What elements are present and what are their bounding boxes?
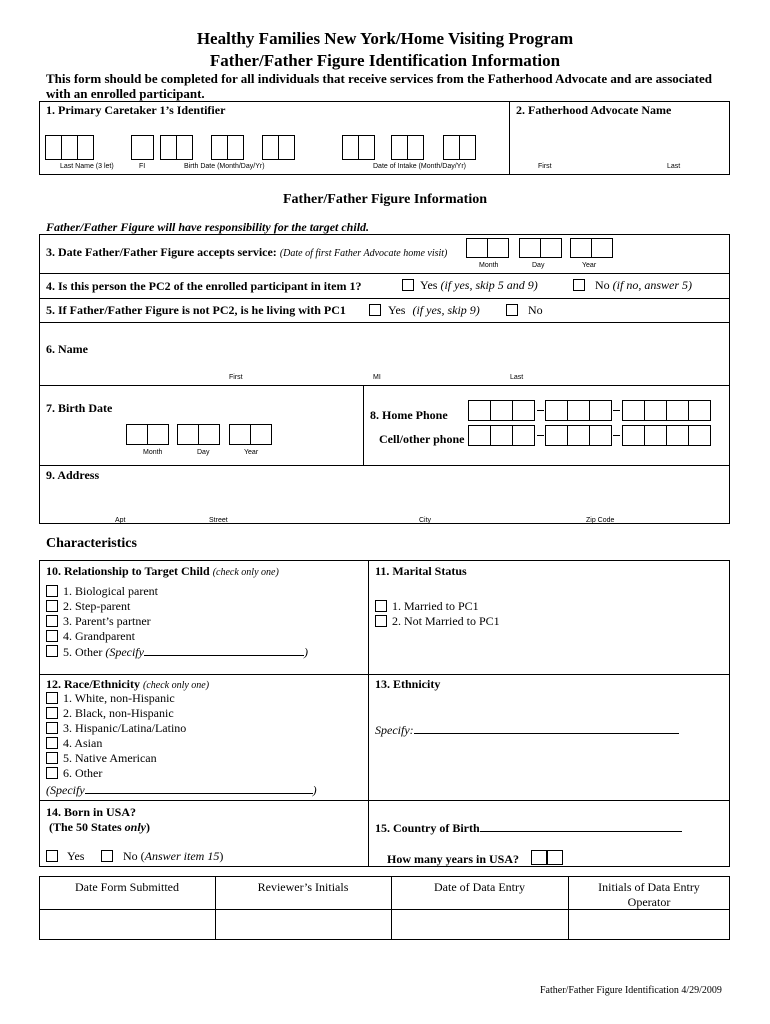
cell-phone-area-box[interactable] — [468, 425, 491, 446]
q4-yes-note: (if yes, skip 5 and 9) — [440, 278, 538, 292]
years-digit-box[interactable] — [547, 850, 563, 865]
q5-no-checkbox[interactable] — [506, 304, 518, 316]
date-entry-cell[interactable] — [392, 910, 568, 939]
relationship-option-label: 4. Grandparent — [63, 629, 135, 643]
birth-date-caption: Birth Date (Month/Day/Yr) — [184, 163, 265, 170]
q5-yes-label: Yes — [388, 303, 406, 317]
review-col-reviewer-initials: Reviewer’s Initials — [257, 880, 349, 894]
home-phone-prefix-box[interactable] — [567, 400, 590, 421]
row-line — [39, 385, 730, 386]
last-name-letter-box[interactable] — [61, 135, 78, 160]
zip-caption: Zip Code — [586, 517, 615, 524]
q14-no-checkbox[interactable] — [101, 850, 113, 862]
q14-no-label: No — [123, 849, 138, 863]
q12-specify — [46, 782, 317, 798]
footer-text: Father/Father Figure Identification 4/29/2009 — [540, 985, 722, 996]
relationship-option-checkbox[interactable] — [46, 615, 58, 627]
birth-year-caption: Year — [244, 449, 259, 456]
q5-yes-option — [388, 303, 480, 318]
street-caption: Street — [209, 517, 228, 524]
item1-label: 1. Primary Caretaker 1’s Identifier — [46, 103, 226, 117]
operator-initials-cell[interactable] — [569, 910, 729, 939]
q9-label: 9. Address — [46, 468, 100, 482]
q14-sub — [49, 820, 150, 835]
dash-separator — [537, 410, 544, 411]
q13-label: 13. Ethnicity — [375, 677, 441, 691]
father-birth-day-box[interactable] — [198, 424, 220, 445]
q14-no-note-open: ( — [140, 849, 145, 863]
relationship-option-label: 2. Step-parent — [63, 599, 131, 613]
intake-day-box[interactable] — [407, 135, 424, 160]
q14-no-note: Answer item 15 — [144, 849, 220, 863]
q4-yes-checkbox[interactable] — [402, 279, 414, 291]
accept-day-box[interactable] — [519, 238, 541, 258]
father-birth-day-box[interactable] — [177, 424, 199, 445]
race-option-checkbox[interactable] — [46, 692, 58, 704]
q5-label: 5. If Father/Father Figure is not PC2, is he living with PC1 — [46, 303, 346, 317]
accept-day-box[interactable] — [540, 238, 562, 258]
row-line — [39, 674, 730, 675]
q13-specify-line[interactable] — [414, 722, 679, 734]
name-first-caption: First — [229, 374, 243, 381]
birth-month-box[interactable] — [160, 135, 177, 160]
q3-day-caption: Day — [532, 262, 545, 269]
last-name-letter-box[interactable] — [45, 135, 62, 160]
date-submitted-cell[interactable] — [40, 910, 215, 939]
cell-phone-line-box[interactable] — [644, 425, 667, 446]
accept-year-box[interactable] — [591, 238, 613, 258]
q3-label-text: 3. Date Father/Father Figure accepts service: — [46, 245, 277, 259]
relationship-other-specify: (Specify — [105, 645, 144, 659]
last-name-letter-box[interactable] — [77, 135, 94, 160]
q12-specify-text: (Specify — [46, 783, 85, 797]
home-phone-line-box[interactable] — [666, 400, 689, 421]
country-of-birth-line[interactable] — [480, 820, 682, 832]
info-heading: Father/Father Figure Information — [282, 192, 487, 207]
q13-specify — [375, 722, 679, 738]
advocate-last-caption: Last — [667, 163, 681, 170]
name-mi-caption: MI — [373, 374, 381, 381]
q12-label — [46, 677, 209, 692]
home-phone-area-box[interactable] — [468, 400, 491, 421]
q10-note: (check only one) — [212, 567, 279, 578]
cell-phone-area-box[interactable] — [490, 425, 513, 446]
intake-day-box[interactable] — [391, 135, 408, 160]
race-option-label: 4. Asian — [63, 736, 103, 750]
q4-yes-option — [420, 278, 538, 293]
q3-label — [46, 245, 447, 260]
marital-option-label: 1. Married to PC1 — [392, 599, 479, 613]
q5-no-label: No — [528, 303, 543, 317]
home-phone-line-box[interactable] — [688, 400, 711, 421]
race-option-checkbox[interactable] — [46, 767, 58, 779]
cell-phone-line-box[interactable] — [622, 425, 645, 446]
dash-separator — [613, 435, 620, 436]
accept-year-box[interactable] — [570, 238, 592, 258]
race-option-checkbox[interactable] — [46, 752, 58, 764]
q14-yes-label: Yes — [67, 849, 85, 863]
name-last-caption: Last — [510, 374, 524, 381]
relationship-other-label — [63, 644, 308, 660]
q6-label: 6. Name — [46, 342, 88, 356]
race-option-label: 5. Native American — [63, 751, 157, 765]
apt-caption: Apt — [115, 517, 126, 524]
q12-note: (check only one) — [143, 680, 210, 691]
q14-no-note-close: ) — [219, 849, 224, 863]
q4-no-label: No — [595, 278, 610, 292]
race-option-label: 1. White, non-Hispanic — [63, 691, 175, 705]
race-option-label: 6. Other — [63, 766, 103, 780]
relationship-option-checkbox[interactable] — [46, 600, 58, 612]
cell-phone-line-box[interactable] — [688, 425, 711, 446]
father-birth-year-box[interactable] — [250, 424, 272, 445]
q4-no-option — [595, 278, 692, 293]
cell-phone-prefix-box[interactable] — [545, 425, 568, 446]
reviewer-initials-cell[interactable] — [216, 910, 391, 939]
divider — [509, 101, 510, 175]
intake-year-box[interactable] — [459, 135, 476, 160]
q8-home-phone-label: 8. Home Phone — [370, 408, 448, 422]
review-col-operator-initials: Initials of Data Entry Operator — [598, 880, 700, 909]
review-col-date-entry: Date of Data Entry — [434, 880, 525, 894]
birth-day-box[interactable] — [211, 135, 228, 160]
form-subtitle: Father/Father Figure Identification Information — [209, 51, 561, 70]
q14-sub-close: ) — [146, 820, 151, 834]
cell-phone-area-box[interactable] — [512, 425, 535, 446]
review-col-date-submitted: Date Form Submitted — [75, 880, 179, 894]
row-line — [39, 298, 730, 299]
race-option-checkbox[interactable] — [46, 722, 58, 734]
q15-label-text: 15. Country of Birth — [375, 821, 480, 835]
father-birth-month-box[interactable] — [126, 424, 148, 445]
relationship-other-prefix: 5. Other — [63, 645, 106, 659]
q14-sub-text: (The 50 States — [49, 820, 122, 834]
q5-yes-note: (if yes, skip 9) — [412, 303, 480, 317]
advocate-first-caption: First — [538, 163, 552, 170]
q5-yes-checkbox[interactable] — [369, 304, 381, 316]
q7-label: 7. Birth Date — [46, 401, 113, 415]
form-title: Healthy Families New York/Home Visiting Program — [196, 29, 574, 48]
q12-label-text: 12. Race/Ethnicity — [46, 677, 140, 691]
q8-cell-phone-label: Cell/other phone — [379, 432, 465, 446]
intake-month-box[interactable] — [342, 135, 359, 160]
relationship-option-checkbox[interactable] — [46, 585, 58, 597]
q11-label: 11. Marital Status — [375, 564, 467, 578]
birth-day-box[interactable] — [227, 135, 244, 160]
years-digit-box[interactable] — [531, 850, 547, 865]
cell-phone-line-box[interactable] — [666, 425, 689, 446]
home-phone-line-box[interactable] — [622, 400, 645, 421]
characteristics-heading: Characteristics — [46, 536, 137, 551]
relationship-other-checkbox[interactable] — [46, 645, 58, 657]
birth-month-box[interactable] — [176, 135, 193, 160]
relationship-option-label: 1. Biological parent — [63, 584, 158, 598]
home-phone-area-box[interactable] — [490, 400, 513, 421]
q14-yes-checkbox[interactable] — [46, 850, 58, 862]
info-note: Father/Father Figure will have responsibility for the target child. — [46, 220, 370, 234]
q15-label — [375, 820, 682, 836]
item2-label: 2. Fatherhood Advocate Name — [516, 103, 672, 117]
row-line — [39, 465, 730, 466]
father-birth-month-box[interactable] — [147, 424, 169, 445]
accept-month-box[interactable] — [487, 238, 509, 258]
home-phone-line-box[interactable] — [644, 400, 667, 421]
race-option-label: 3. Hispanic/Latina/Latino — [63, 721, 187, 735]
home-phone-prefix-box[interactable] — [545, 400, 568, 421]
first-initial-box[interactable] — [131, 135, 154, 160]
divider — [363, 385, 364, 465]
q4-no-checkbox[interactable] — [573, 279, 585, 291]
dash-separator — [613, 410, 620, 411]
race-option-checkbox[interactable] — [46, 737, 58, 749]
divider — [368, 560, 369, 867]
race-option-label: 2. Black, non-Hispanic — [63, 706, 174, 720]
row-line — [39, 322, 730, 323]
q3-month-caption: Month — [479, 262, 499, 269]
home-phone-area-box[interactable] — [512, 400, 535, 421]
relationship-option-label: 3. Parent’s partner — [63, 614, 151, 628]
q12-specify-close: ) — [312, 783, 317, 797]
birth-year-box[interactable] — [278, 135, 295, 160]
row-line — [39, 273, 730, 274]
q14-sub-only: only — [124, 820, 147, 834]
marital-option-checkbox[interactable] — [375, 615, 387, 627]
fi-caption: FI — [139, 163, 146, 170]
accept-month-box[interactable] — [466, 238, 488, 258]
q10-label — [46, 564, 279, 579]
father-birth-year-box[interactable] — [229, 424, 251, 445]
birth-day-caption: Day — [197, 449, 210, 456]
relationship-other-close: ) — [303, 645, 308, 659]
cell-phone-prefix-box[interactable] — [589, 425, 612, 446]
dash-separator — [537, 435, 544, 436]
intake-date-caption: Date of Intake (Month/Day/Yr) — [373, 163, 466, 170]
intake-month-box[interactable] — [358, 135, 375, 160]
intake-year-box[interactable] — [443, 135, 460, 160]
birth-month-caption: Month — [143, 449, 163, 456]
q14-no-option — [123, 849, 223, 864]
q14-label: 14. Born in USA? — [46, 805, 137, 819]
relationship-option-checkbox[interactable] — [46, 630, 58, 642]
marital-option-checkbox[interactable] — [375, 600, 387, 612]
q15-years-label: How many years in USA? — [387, 852, 520, 866]
race-option-checkbox[interactable] — [46, 707, 58, 719]
q12-specify-line[interactable] — [85, 782, 313, 794]
last-name-caption: Last Name (3 let) — [60, 163, 114, 170]
q13-specify-text: Specify: — [375, 723, 414, 737]
city-caption: City — [419, 517, 432, 524]
marital-option-label: 2. Not Married to PC1 — [392, 614, 500, 628]
q4-yes-label: Yes — [420, 278, 438, 292]
home-phone-prefix-box[interactable] — [589, 400, 612, 421]
q4-label: 4. Is this person the PC2 of the enrolled participant in item 1? — [46, 279, 362, 293]
intro-text: This form should be completed for all individuals that receive services from the Fatherhood Advocate and are associated with an enrolled participant. — [46, 71, 712, 101]
q10-label-text: 10. Relationship to Target Child — [46, 564, 210, 578]
relationship-other-line[interactable] — [144, 644, 304, 656]
q3-note: (Date of first Father Advocate home visit) — [279, 248, 448, 259]
cell-phone-prefix-box[interactable] — [567, 425, 590, 446]
birth-year-box[interactable] — [262, 135, 279, 160]
row-line — [39, 800, 730, 801]
q3-year-caption: Year — [582, 262, 597, 269]
q4-no-note: (if no, answer 5) — [612, 278, 693, 292]
